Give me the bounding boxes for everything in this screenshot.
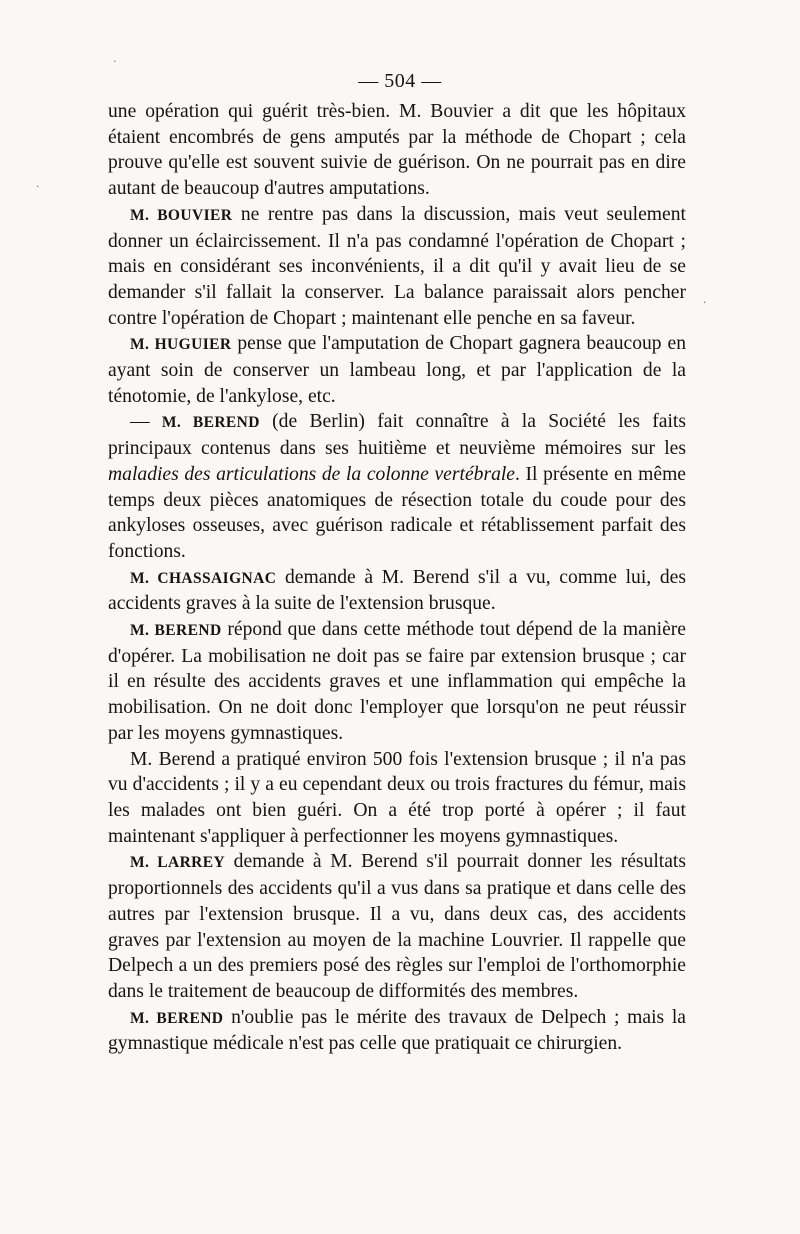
paragraph (108, 331, 686, 409)
paragraph-text: ne rentre pas dans la discussion, mais veut seulement donner un éclaircissement. Il n'a pas condamné l'opération de Chopart ; mais en considérant ses inconvénients, il a dit qu'il y avait lieu de se demander s'il fallait la conserver. La balance paraissait alors pencher contre l'opération de Chopart ; maintenant elle penche en sa faveur. (108, 203, 686, 329)
paragraph-text: . Il présente en même temps deux pièces anatomiques de résection totale du coude pour des ankyloses osseuses, avec guérison radicale et rétablissement parfait des fonctions. (108, 463, 687, 562)
paragraph-text: (de Berlin) fait connaître à la Société les faits principaux contenus dans ses huitième et neuvième mémoires sur les (108, 411, 686, 460)
speaker-name: M. LARREY (130, 854, 226, 872)
speaker-name: M. BEREND (161, 414, 260, 432)
paragraph-text: répond que dans cette méthode tout dépend de la manière d'opérer. La mobilisation ne doit pas se faire par extension brusque ; car il en résulte des accidents graves et une inflammation qui empêche la mobilisation. On ne doit donc l'employer que lorsqu'on ne peut réussir par les moyens gymnastiques. (108, 619, 687, 744)
speaker-name: M. HUGUIER (130, 336, 232, 354)
paragraph-text: demande à M. Berend s'il pourrait donner les résultats proportionnels des accidents qu'il a vus dans sa pratique et dans celle des autres par l'extension brusque. Il a vu, dans deux cas, des accidents graves par l'extension au moyen de la machine Louvrier. Il rappelle que Delpech a un des premiers posé des règles sur l'emploi de l'orthomorphie dans le traitement de beaucoup de difformités des membres. (108, 851, 686, 1002)
paragraph (108, 409, 686, 564)
page-speck: · (113, 55, 117, 68)
paragraph-text: pense que l'amputation de Chopart gagnera beaucoup en ayant soin de conserver un lambeau long, et par l'application de la ténotomie, de l'ankylose, etc. (108, 333, 686, 407)
paragraph (108, 617, 686, 747)
italic-title: maladies des articulations de la colonne vertébrale (108, 463, 516, 485)
paragraph (108, 849, 686, 1004)
speaker-name: M. CHASSAIGNAC (130, 569, 277, 587)
dash-prefix: — (130, 411, 162, 433)
page-speck: · (703, 296, 707, 309)
paragraph (108, 565, 686, 617)
paragraph (108, 202, 686, 332)
speaker-name: M. BEREND (130, 1009, 224, 1027)
paragraph (108, 1005, 686, 1057)
speaker-name: M. BOUVIER (130, 206, 233, 224)
speaker-name: M. BEREND (130, 622, 222, 640)
paragraph-text: demande à M. Berend s'il a vu, comme lui, des accidents graves à la suite de l'extension brusque. (108, 566, 686, 615)
page-number: — 504 — (358, 70, 442, 92)
paragraph-text: n'oublie pas le mérite des travaux de Delpech ; mais la gymnastique médicale n'est pas celle que pratiquait ce chirurgien. (108, 1006, 686, 1055)
body-text (108, 99, 686, 1057)
paragraph (108, 747, 686, 850)
paragraph (108, 99, 686, 202)
paragraph-text: une opération qui guérit très-bien. M. Bouvier a dit que les hôpitaux étaient encombrés de gens amputés par la méthode de Chopart ; cela prouve qu'elle est souvent suivie de guérison. On ne pourrait pas en dire autant de beaucoup d'autres amputations. (108, 101, 686, 200)
paragraph-text: M. Berend a pratiqué environ 500 fois l'extension brusque ; il n'a pas vu d'accidents ; il y a eu cependant deux ou trois fractures du fémur, mais les malades ont bien guéri. On a été trop porté à opérer ; il faut maintenant s'appliquer à perfectionner les moyens gymnastiques. (108, 748, 686, 847)
page-speck: · (36, 180, 40, 193)
